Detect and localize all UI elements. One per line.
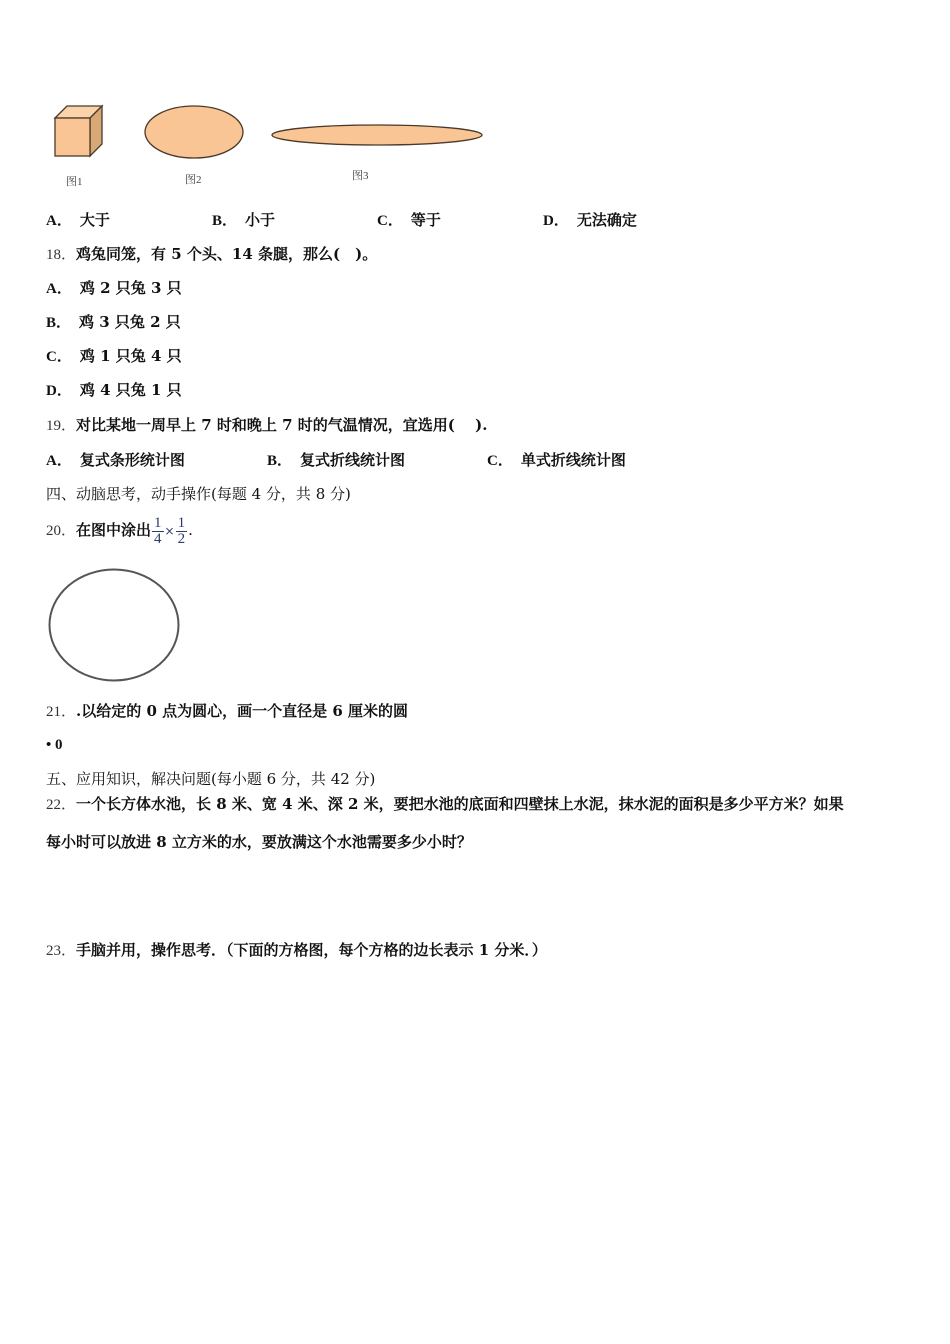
q19-option-c[interactable]: C． 单式折线统计图 xyxy=(487,451,626,469)
fraction-one-half: $\frac{1}{2}$ xyxy=(177,514,186,547)
q18-question xyxy=(46,244,377,265)
q18-option-d[interactable]: D． 鸡 4 只兔 1 只 xyxy=(46,381,182,399)
ellipse-figure xyxy=(142,103,246,161)
q22-question-line2: 每小时可以放进 8 立方米的水，要放满这个水池需要多少小时？ xyxy=(46,833,472,851)
q21-center-point[interactable]: • 0 xyxy=(46,737,63,753)
question-text: 在图中涂出 xyxy=(76,521,152,539)
flat-ellipse-figure xyxy=(268,122,486,148)
question-number: 21． xyxy=(46,704,77,720)
question-text: 一个长方体水池，长 8 米、宽 4 米、深 2 米，要把水池的底面和四壁抹上水泥，抹水泥的面积是多少平方米？如果 xyxy=(76,795,844,813)
q18-option-c[interactable]: C． 鸡 1 只兔 4 只 xyxy=(46,347,182,365)
figures-row xyxy=(0,95,520,195)
q18-option-a[interactable]: A． 鸡 2 只兔 3 只 xyxy=(46,279,182,297)
q22-question-line1 xyxy=(46,794,844,815)
question-text: 对比某地一周早上 7 时和晚上 7 时的气温情况，宜选用( ). xyxy=(76,416,488,434)
question-number: 22． xyxy=(46,797,77,813)
section-4-heading: 四、动脑思考，动手操作(每题 4 分，共 8 分) xyxy=(46,485,351,503)
q17-option-a[interactable]: A． 大于 xyxy=(46,211,110,229)
q19-option-a[interactable]: A． 复式条形统计图 xyxy=(46,451,185,469)
question-text: 手脑并用，操作思考．（下面的方格图，每个方格的边长表示 1 分米．） xyxy=(76,941,547,959)
q17-option-c[interactable]: C． 等于 xyxy=(377,211,441,229)
q20-circle-figure[interactable] xyxy=(46,566,182,684)
question-number: 23． xyxy=(46,943,77,959)
question-number: 20． xyxy=(46,523,77,539)
q18-option-b[interactable]: B． 鸡 3 只兔 2 只 xyxy=(46,313,181,331)
figure-2-label: 图2 xyxy=(185,174,202,186)
q19-question xyxy=(46,415,487,436)
cube-figure xyxy=(50,100,106,160)
question-number: 19． xyxy=(46,418,77,434)
q17-option-d[interactable]: D． 无法确定 xyxy=(543,211,637,229)
multiply-sign: × xyxy=(164,524,175,538)
q21-question xyxy=(46,701,408,722)
q20-question: 20．在图中涂出 $\frac{1}{4}$ × $\frac{1}{2}$ . xyxy=(46,514,193,547)
section-5-heading: 五、应用知识，解决问题(每小题 6 分，共 42 分) xyxy=(46,770,376,788)
question-text: 鸡兔同笼，有 5 个头、14 条腿，那么( )。 xyxy=(76,245,378,263)
question-text: .以给定的 0 点为圆心，画一个直径是 6 厘米的圆 xyxy=(76,702,409,720)
figure-1-label: 图1 xyxy=(66,176,83,188)
q17-option-b[interactable]: B． 小于 xyxy=(212,211,276,229)
q23-question xyxy=(46,940,547,961)
q19-option-b[interactable]: B． 复式折线统计图 xyxy=(267,451,406,469)
fraction-one-quarter: $\frac{1}{4}$ xyxy=(154,514,162,547)
question-number: 18． xyxy=(46,247,77,263)
figure-3-label: 图3 xyxy=(352,170,369,182)
